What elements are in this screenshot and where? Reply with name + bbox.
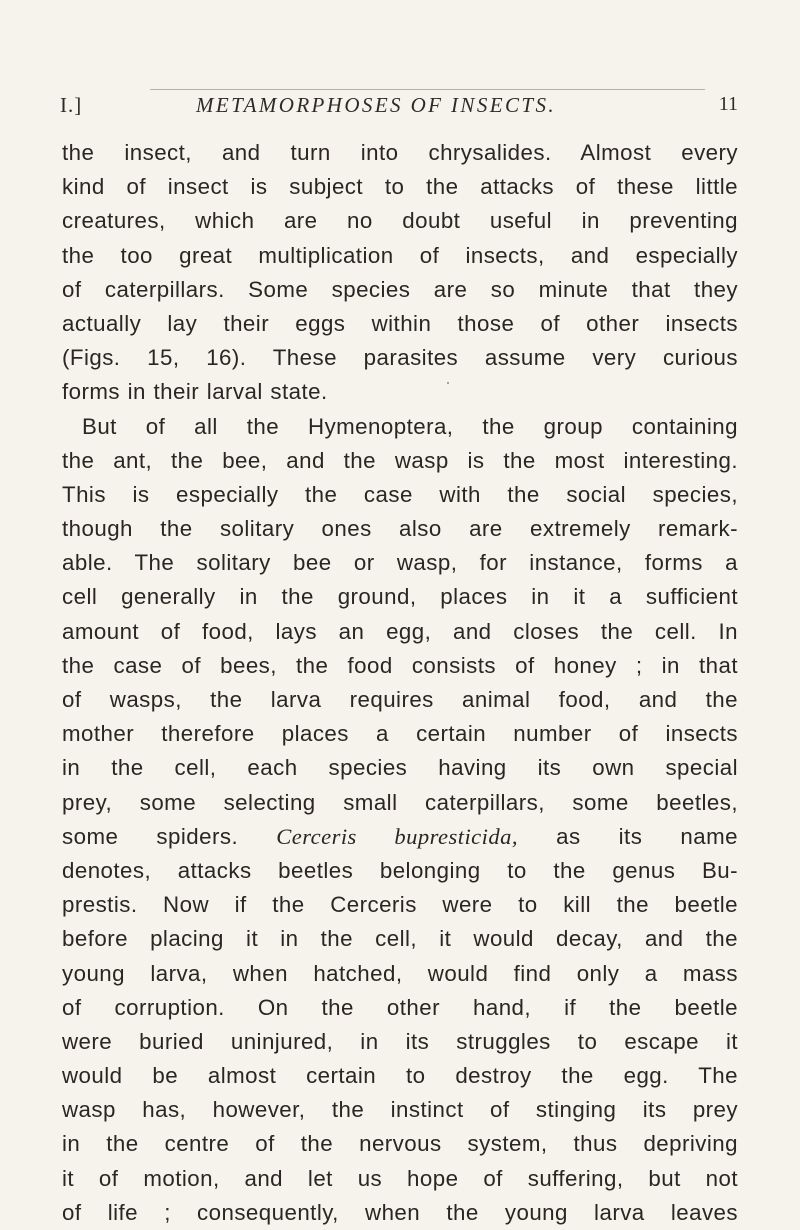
text-line-28: would be almost certain to destroy the egg. The (62, 1063, 738, 1089)
text-line-25: young larva, when hatched, would find only a mass (62, 960, 738, 986)
text-line-16: the case of bees, the food consists of honey ; in that (62, 652, 738, 678)
page-number: 11 (718, 93, 738, 115)
text-line-18: mother therefore places a certain number of insects (62, 721, 738, 747)
chapter-marker: I.] (60, 93, 83, 117)
text-line-19: in the cell, each species having its own special (62, 755, 738, 781)
text-line-15: amount of food, lays an egg, and closes the cell. In (62, 618, 738, 644)
text-line-22: denotes, attacks beetles belonging to the genus Bu- (62, 857, 738, 883)
running-title: METAMORPHOSES OF INSECTS. (196, 93, 556, 117)
text-line-6: actually lay their eggs within those of other insects (62, 310, 738, 336)
text-line-32: of life ; consequently, when the young larva leaves (62, 1199, 738, 1225)
header-rule (150, 89, 705, 90)
running-header (60, 93, 738, 127)
species-name: Cerceris bupresticida, (276, 823, 518, 849)
body-text (62, 136, 738, 1230)
text-line-11: This is especially the case with the social species, (62, 481, 738, 507)
text-line-13: able. The solitary bee or wasp, for instance, forms a (62, 550, 738, 576)
text-line-12: though the solitary ones also are extremely remark- (62, 516, 738, 542)
text-line-2: kind of insect is subject to the attacks of these little (62, 174, 738, 200)
text-line-29: wasp has, however, the instinct of stinging its prey (62, 1097, 738, 1123)
text-line-24: before placing it in the cell, it would decay, and the (62, 926, 738, 952)
text-line-20: prey, some selecting small caterpillars, some beetles, (62, 789, 738, 815)
text-line-14: cell generally in the ground, places in it a sufficient (62, 584, 738, 610)
text-line-31: it of motion, and let us hope of suffering, but not (62, 1165, 738, 1191)
text-line-1: the insect, and turn into chrysalides. Almost every (62, 140, 738, 165)
text-line-8: forms in their larval state. (62, 379, 328, 405)
text-line-3: creatures, which are no doubt useful in preventing (62, 208, 738, 234)
text-line-21-after: as its name (517, 823, 738, 849)
text-line-23: prestis. Now if the Cerceris were to kill the beetle (62, 892, 738, 918)
text-line-10: the ant, the bee, and the wasp is the most interesting. (62, 447, 738, 473)
text-line-27: were buried uninjured, in its struggles to escape it (62, 1028, 738, 1054)
text-line-21 (62, 820, 738, 854)
text-line-9: But of all the Hymenoptera, the group containing (82, 413, 738, 439)
text-line-21-before: some spiders. (62, 823, 277, 849)
text-line-5: of caterpillars. Some species are so minute that they (62, 276, 738, 302)
text-line-17: of wasps, the larva requires animal food, and the (62, 687, 738, 712)
text-line-26: of corruption. On the other hand, if the beetle (62, 994, 738, 1020)
text-line-7: (Figs. 15, 16). These parasites assume very curious (62, 345, 738, 371)
text-line-30: in the centre of the nervous system, thus depriving (62, 1131, 738, 1157)
text-line-4: the too great multiplication of insects, and especially (62, 242, 738, 268)
